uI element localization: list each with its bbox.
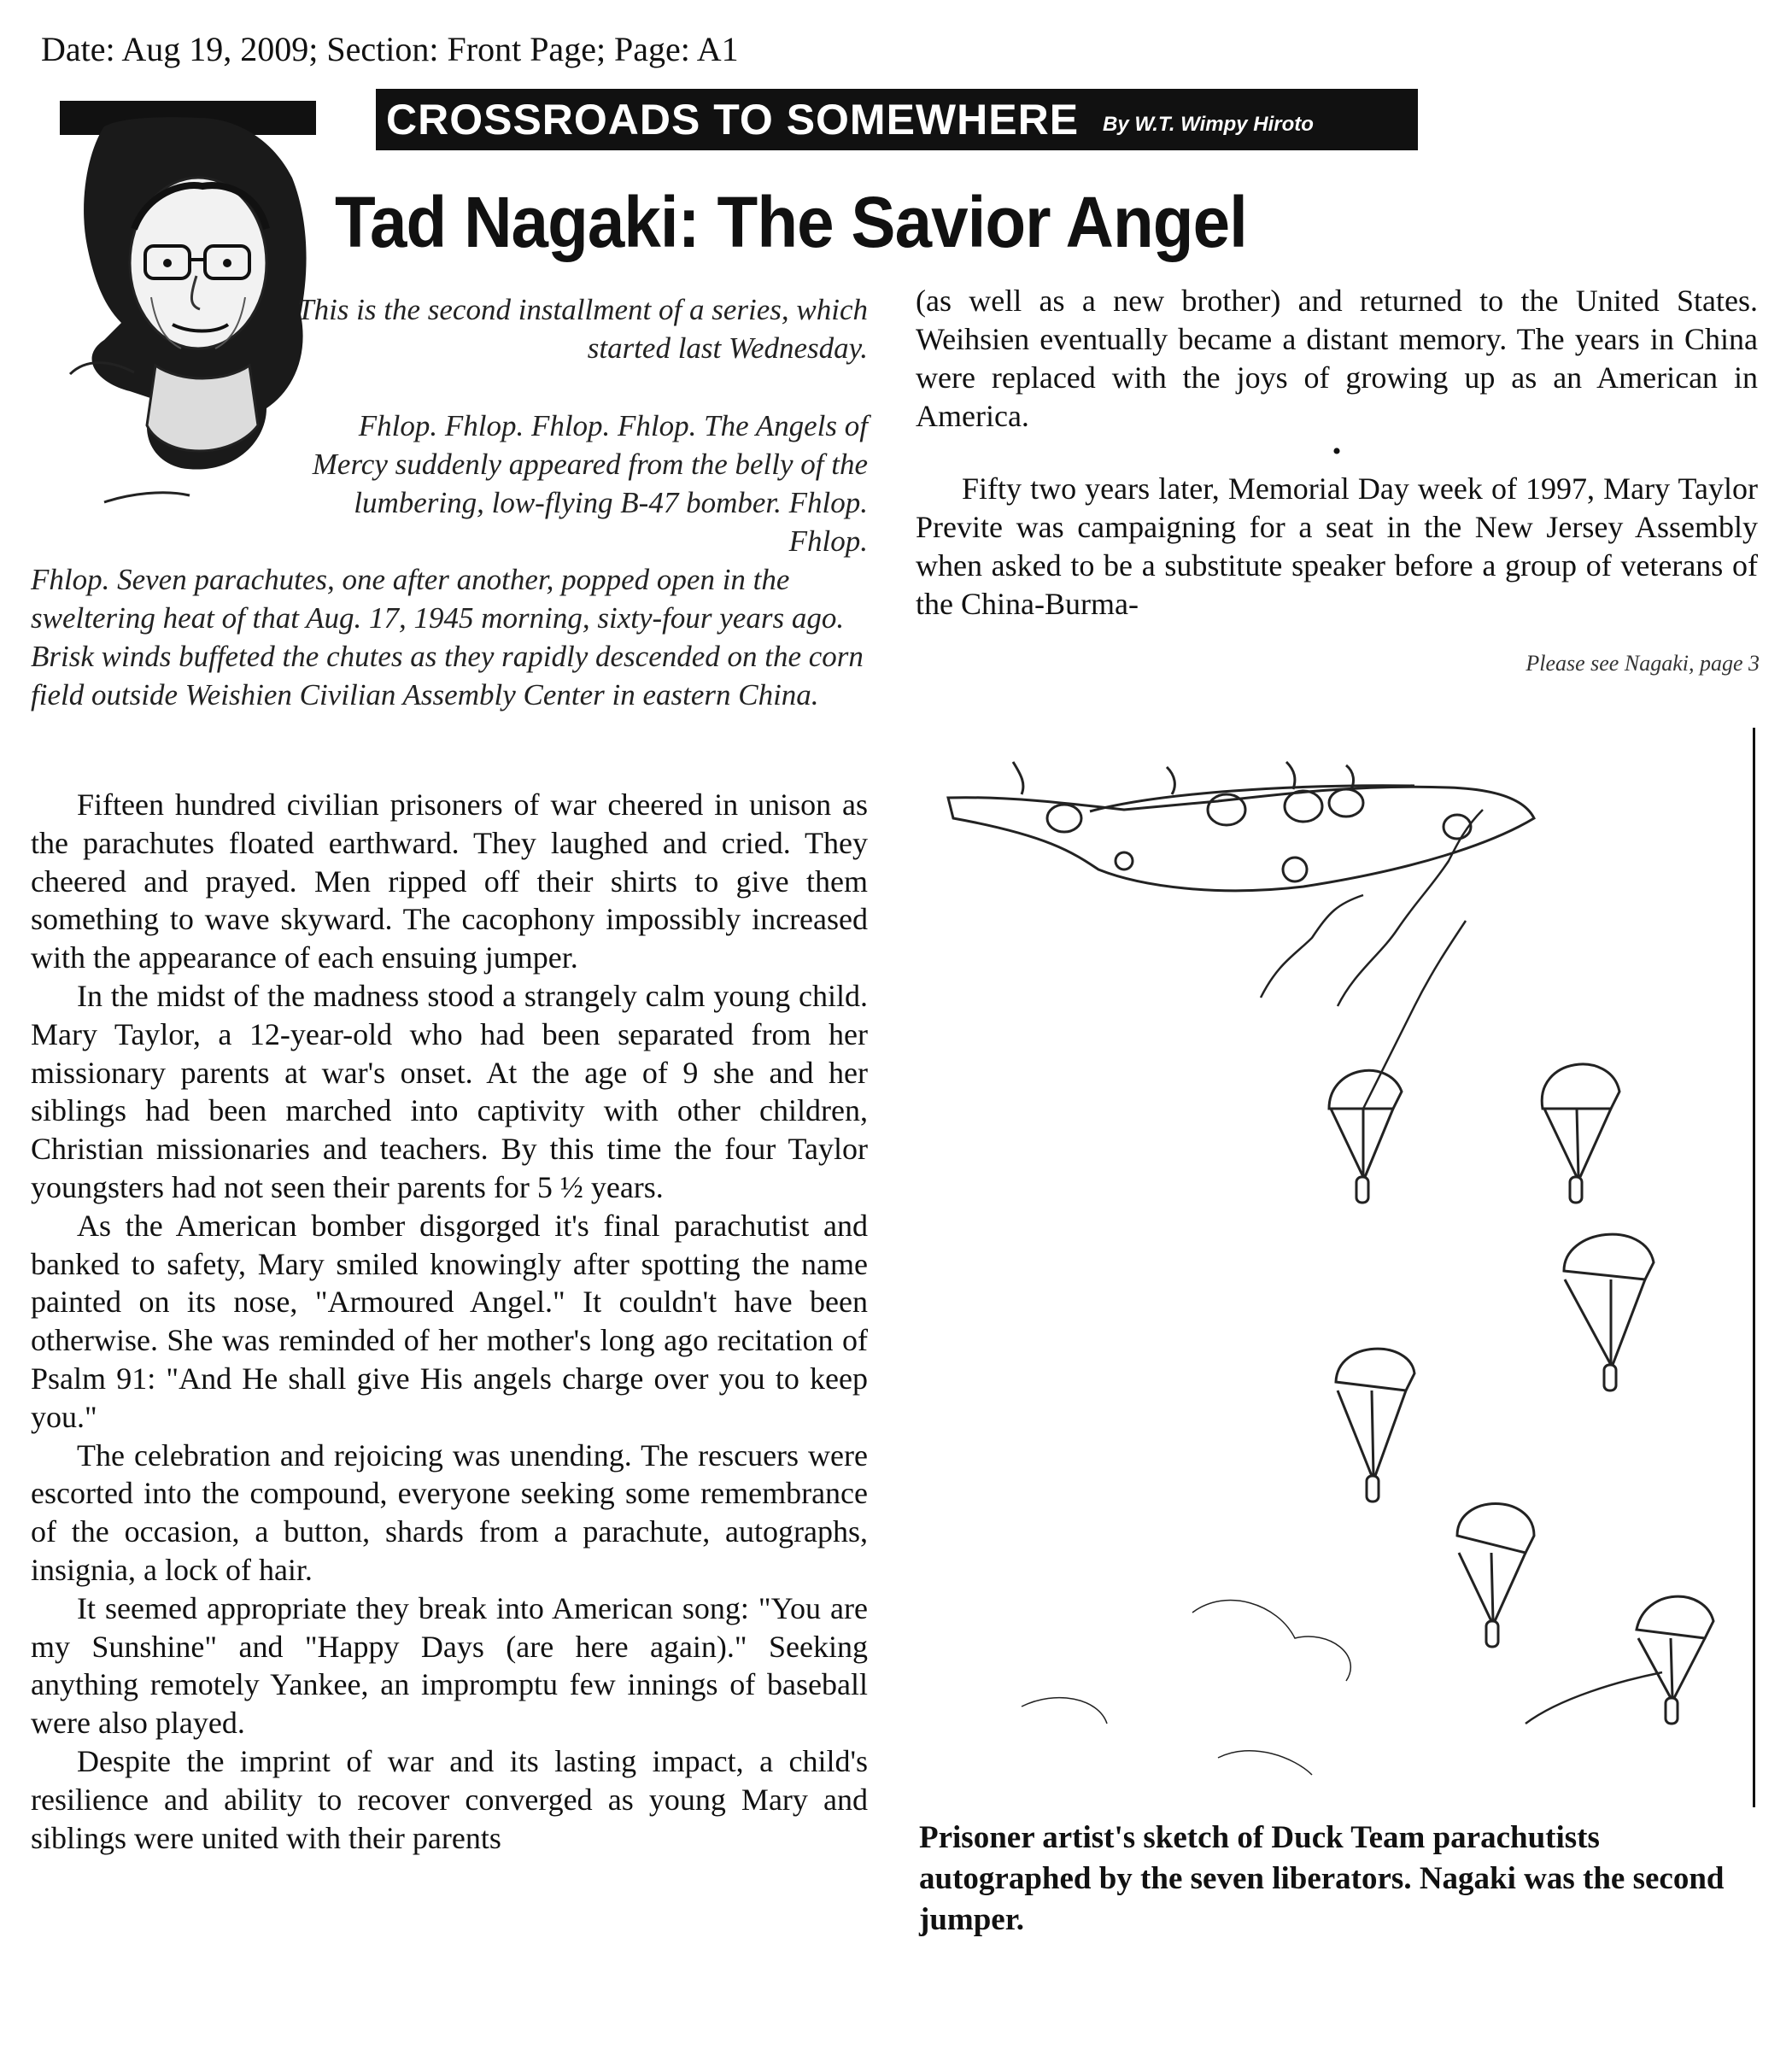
dateline: Date: Aug 19, 2009; Section: Front Page; Page: A1 xyxy=(41,30,739,68)
body-paragraph: Fifteen hundred civilian prisoners of war cheered in unison as the parachutes floated earthward. They laughed and cried. They cheered and prayed. Men ripped off their shirts to give them something to wave skyward. The cacophony impossibly increased with the appearance of each ensuing jumper. xyxy=(31,787,868,975)
lead-paragraph-wrapped: Fhlop. Fhlop. Fhlop. Fhlop. The Angels of Mercy suddenly appeared from the belly of the lumbering, low-flying B-47 bomber. Fhlop. Fhlop. xyxy=(312,409,868,558)
body-paragraph: In the midst of the madness stood a strangely calm young child. Mary Taylor, a 12-year-old who had been separated from her missionary parents at war's onset. At the age of 9 she and her siblings had been marched into captivity with other children, Christian missionaries and teachers. By this time the four Taylor youngsters had not seen their parents for 5 ½ years. xyxy=(31,978,868,1204)
continuation-paragraph: (as well as a new brother) and returned to the United States. Weihsien eventually became a distant memory. The years in China were replaced with the joys of growing up as an American in America. xyxy=(916,284,1758,433)
body-paragraph: Fifty two years later, Memorial Day week of 1997, Mary Taylor Previte was campaigning for a seat in the New Jersey Assembly when asked to be a substitute speaker before a group of veterans of the China-Burma- xyxy=(916,471,1758,621)
column-banner xyxy=(376,89,1418,150)
body-paragraph: It seemed appropriate they break into American song: "You are my Sunshine" and "Happy Days (are here again)." Seeking anything remotely Yankee, an impromptu few innings of baseball were also played. xyxy=(31,1590,868,1741)
headline: Tad Nagaki: The Savior Angel xyxy=(335,182,1247,262)
parachutists-sketch-illustration xyxy=(936,750,1756,1818)
columnist-caricature-illustration xyxy=(53,101,325,519)
body-paragraph: Despite the imprint of war and its lasting impact, a child's resilience and ability to recover converged as young Mary and siblings were united with their parents xyxy=(31,1743,868,1855)
column-byline: By W.T. Wimpy Hiroto xyxy=(1103,113,1314,136)
photo-caption: Prisoner artist's sketch of Duck Team parachutists autographed by the seven liberators. Nagaki was the second jumper. xyxy=(919,1820,1725,1937)
article-body-right-column xyxy=(916,282,1758,624)
body-paragraph: As the American bomber disgorged it's final parachutist and banked to safety, Mary smiled knowingly after spotting the name painted on its nose, "Armoured Angel." It couldn't have been otherwise. She was reminded of her mother's long ago recitation of Psalm 91: "And He shall give His angels charge over you to keep you." xyxy=(31,1208,868,1434)
lead-paragraph-full: Fhlop. Seven parachutes, one after another, popped open in the sweltering heat of that Aug. 17, 1945 morning, sixty-four years ago. Brisk winds buffeted the chutes as they rapidly descended on the corn field outside Weishien Civilian Assembly Center in eastern China. xyxy=(31,563,864,711)
section-separator: • xyxy=(1332,437,1342,465)
continued-jump-line: Please see Nagaki, page 3 xyxy=(1526,651,1760,676)
column-title: CROSSROADS TO SOMEWHERE xyxy=(386,96,1080,143)
body-paragraph: The celebration and rejoicing was unending. The rescuers were escorted into the compound, everyone seeking some remembrance of the occasion, a button, shards from a parachute, autographs, insignia, a lock of hair. xyxy=(31,1437,868,1587)
article-body-left-column xyxy=(31,786,868,1857)
series-note: This is the second installment of a series, which started last Wednesday. xyxy=(297,293,868,365)
